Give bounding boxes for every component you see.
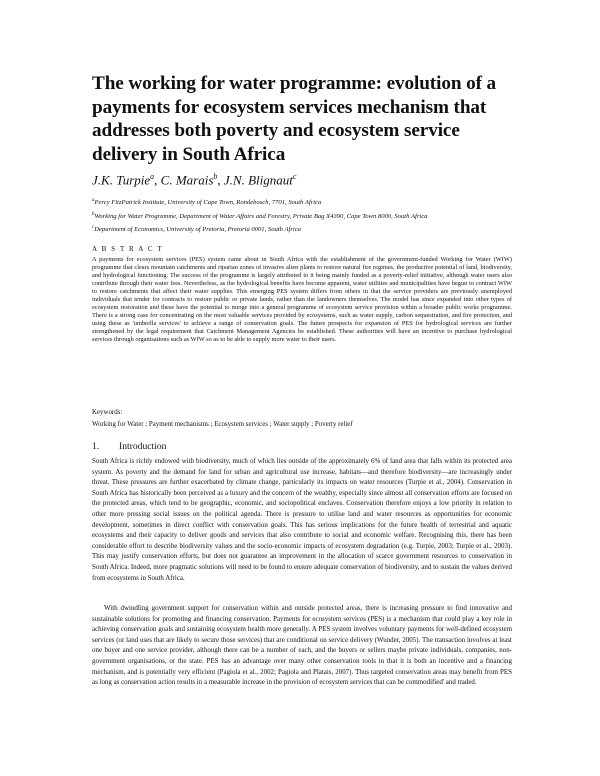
affiliation-text: Working for Water Programme, Department of Water Affairs and Forestry, Private Bag X4390, Cape Town 8000, South Africa	[94, 212, 428, 220]
body-paragraph: With dwindling government support for conservation within and outside protected areas, there is increasing pressure to find innovative and sustainable solutions for promoting and financing conservation. Payments for ecosystem services (PES) is a mechanism that could play a key role in achieving conservation goals and sustaining ecosystem health more generally. A PES system involves voluntary payments for well-defined ecosystem services (or land uses that are likely to secure those services) that are conditional on service delivery (Wunder, 2005). The transaction involves at least one buyer and one service provider, although there can be a number of each, and the buyers or sellers maybe private individuals, companies, non-government organisations, or the state. PES has an advantage over many other conservation tools in that it is both an incentive and a financing mechanism, and is potentially very efficient (Pagiola et al., 2002; Pagiola and Platais, 2007). Thus targeted conservation areas may benefit from PES as long as conservation action results in a measurable increase in the provision of ecosystem services that can be commodified' and traded.	[92, 604, 512, 687]
affiliation-mark: a	[92, 198, 95, 203]
author-name: J.N. Blignaut	[223, 172, 293, 188]
body-paragraph: South Africa is richly endowed with biodiversity, much of which lies outside of the approximately 6% of land area that falls within its protected area system. As poverty and the demand for land for urban and agricultural use increase, habitats—and therefore biodiversity—are increasingly under threat. These pressures are further exacerbated by climate change, particularly its impacts on water resources (Turpie et al., 2004). Conservation in South Africa has historically been perceived as a luxury and the concern of the wealthy, especially since almost all conservation efforts are focused on the protected areas, which tend to be geographic, economic, and sociopolitical enclaves. Conservation therefore enjoys a low priority in relation to other more pressing social issues on the political agenda. There is pressure to utilise land and water resources as opportunities for economic development, sometimes in direct conflict with conservation goals. This has serious implications for the future health of terrestrial and aquatic ecosystems and their capacity to deliver goods and services that also contribute to social and economic welfare. Recognising this, there has been considerable effort to describe biodiversity values and the socio-economic impacts of ecosystem degradation (e.g. Turpie, 2003; Turpie et al., 2003). This may justify conservation efforts, but does not guarantee an improvement in the allocation of scarce government resources to conservation in South Africa. Indeed, more pragmatic solutions will need to be found to ensure adequate conservation of biodiversity, and to sustain the values derived from ecosystems in South Africa.	[92, 457, 512, 582]
keywords-text: Working for Water ; Payment mechanisms ; Ecosystem services ; Water supply ; Poverty relief	[92, 421, 353, 428]
affiliation-item	[92, 195, 532, 209]
author-affiliation-mark: c	[292, 172, 297, 181]
keywords-heading: Keywords:	[92, 409, 123, 416]
abstract-heading: A B S T R A C T	[92, 245, 164, 253]
author-list	[92, 172, 296, 188]
author-separator: ,	[217, 172, 224, 188]
author-affiliation-mark: b	[213, 172, 218, 181]
author-name: C. Marais	[160, 172, 214, 188]
section-number: 1.	[92, 441, 100, 452]
author-affiliation-mark: a	[150, 172, 155, 181]
affiliation-item	[92, 222, 532, 236]
section-heading	[92, 441, 166, 452]
affiliation-mark: c	[92, 225, 95, 231]
author-name: J.K. Turpie	[92, 172, 151, 188]
paper-title: The working for water programme: evolution of a payments for ecosystem services mechanism that addresses both poverty and ecosystem service delivery in South Africa	[92, 73, 497, 165]
abstract-text: A payments for ecosystem services (PES) system came about in South Africa with the establishment of the government-funded Working for Water (WfW) programme that clears mountain catchments and riparian zones of invasive alien plants to restore natural fire regimes, the productive potential of land, biodiversity, and hydrological functioning. The success of the programme is largely attributed to it being mainly funded as a poverty-relief initiative, although water users also contribute through their water fees. Nevertheless, as the hydrological benefits have become apparent, water utilities and municipalities have begun to contract WfW to restore catchments that affect their water supplies. This emerging PES system differs from others in that the service providers are previously unemployed individuals that tender for contracts to restore public or private lands, rather than the landowners themselves. The model has since expanded into other types of ecosystem restoration and these have the potential to merge into a general programme of ecosystem service provision within a broader public works programme. There is a strong case for concentrating on the most valuable services provided by ecosystems, such as water supply, carbon sequestration, and fire protection, and using these as 'umbrella services' to achieve a range of conservation goals. The future prospects for expansion of PES for hydrological services are further strengthened by the legal requirement that Catchment Management Agencies be established. These authorities will have an incentive to purchase hydrological services through organisations such as WfW so as to be able to supply more water to their users.	[92, 256, 512, 344]
affiliation-text: Percy FitzPatrick Institute, University of Cape Town, Rondebosch, 7701, South Africa	[94, 199, 322, 207]
section-title: Introduction	[119, 441, 167, 452]
affiliation-text: Department of Economics, University of Pretoria, Pretoria 0001, South Africa	[94, 226, 301, 234]
affiliation-mark: b	[92, 211, 95, 217]
affiliation-item	[92, 209, 532, 223]
affiliation-list	[92, 195, 532, 236]
author-separator: ,	[154, 172, 161, 188]
